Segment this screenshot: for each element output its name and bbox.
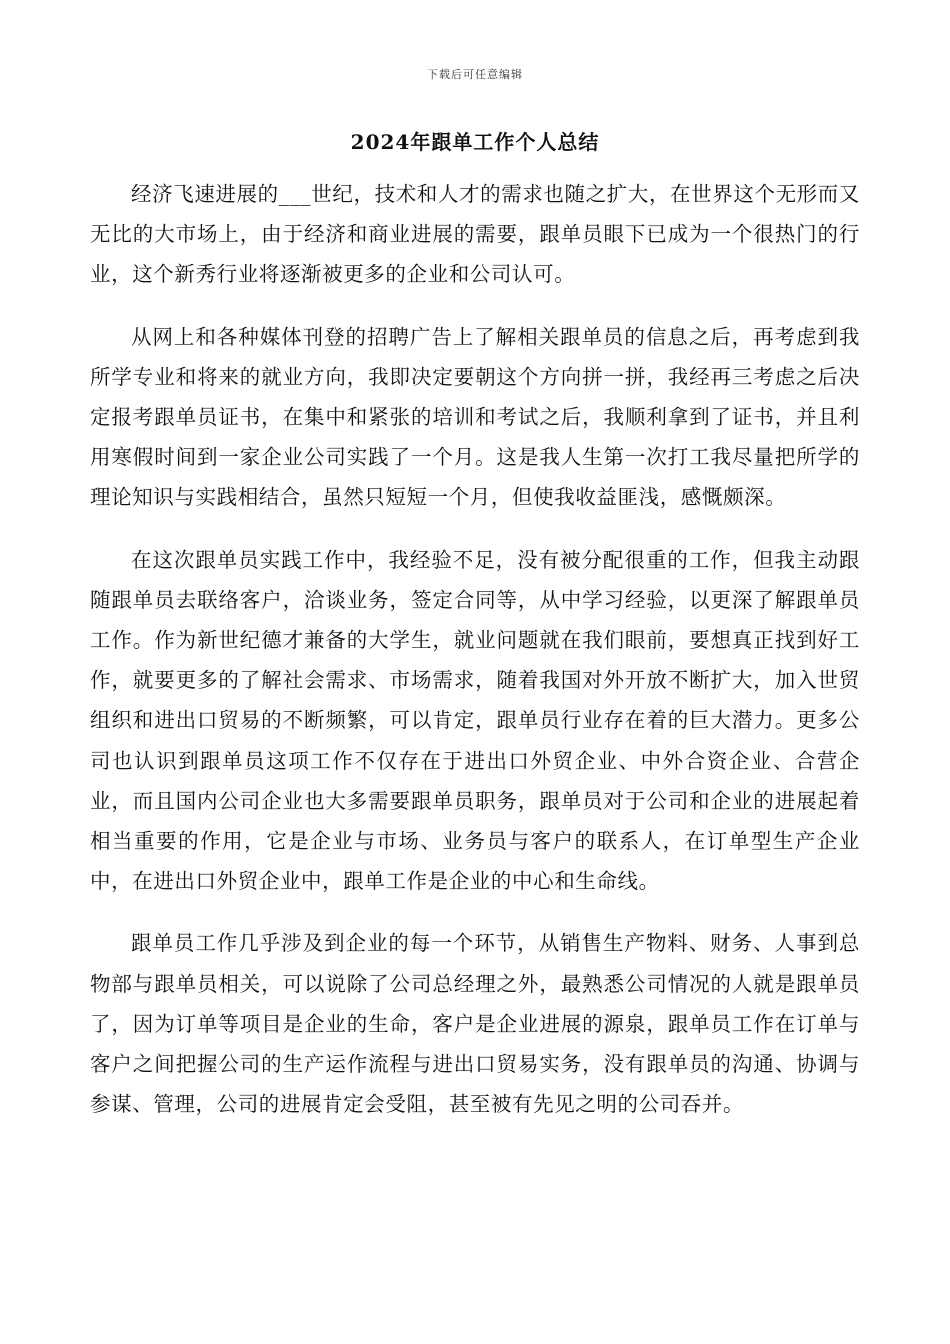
document-body <box>90 174 860 1146</box>
paragraph-4: 跟单员工作几乎涉及到企业的每一个环节，从销售生产物料、财务、人事到总物部与跟单员相关，可以说除了公司总经理之外，最熟悉公司情况的人就是跟单员了，因为订单等项目是企业的生命，客户是企业进展的源泉，跟单员工作在订单与客户之间把握公司的生产运作流程与进出口贸易实务，没有跟单员的沟通、协调与参谋、管理，公司的进展肯定会受阻，甚至被有先见之明的公司吞并。 <box>90 931 860 1117</box>
paragraph-3: 在这次跟单员实践工作中，我经验不足，没有被分配很重的工作，但我主动跟随跟单员去联络客户，洽谈业务，签定合同等，从中学习经验，以更深了解跟单员工作。作为新世纪德才兼备的大学生，就业问题就在我们眼前，要想真正找到好工作，就要更多的了解社会需求、市场需求，随着我国对外开放不断扩大，加入世贸组织和进出口贸易的不断频繁，可以肯定，跟单员行业存在着的巨大潜力。更多公司也认识到跟单员这项工作不仅存在于进出口外贸企业、中外合资企业、合营企业，而且国内公司企业也大多需要跟单员职务，跟单员对于公司和企业的进展起着相当重要的作用，它是企业与市场、业务员与客户的联系人，在订单型生产企业中，在进出口外贸企业中，跟单工作是企业的中心和生命线。 <box>90 547 860 894</box>
header-note: 下载后可任意编辑 <box>427 68 523 81</box>
paragraph-2: 从网上和各种媒体刊登的招聘广告上了解相关跟单员的信息之后，再考虑到我所学专业和将来的就业方向，我即决定要朝这个方向拼一拼，我经再三考虑之后决定报考跟单员证书，在集中和紧张的培训和考试之后，我顺利拿到了证书，并且利用寒假时间到一家企业公司实践了一个月。这是我人生第一次打工我尽量把所学的理论知识与实践相结合，虽然只短短一个月，但使我收益匪浅，感慨颇深。 <box>90 324 860 510</box>
paragraph-1: 经济飞速进展的___世纪，技术和人才的需求也随之扩大，在世界这个无形而又无比的大市场上，由于经济和商业进展的需要，跟单员眼下已成为一个很热门的行业，这个新秀行业将逐渐被更多的企业和公司认可。 <box>90 182 860 287</box>
document-title: 2024年跟单工作个人总结 <box>350 130 600 154</box>
